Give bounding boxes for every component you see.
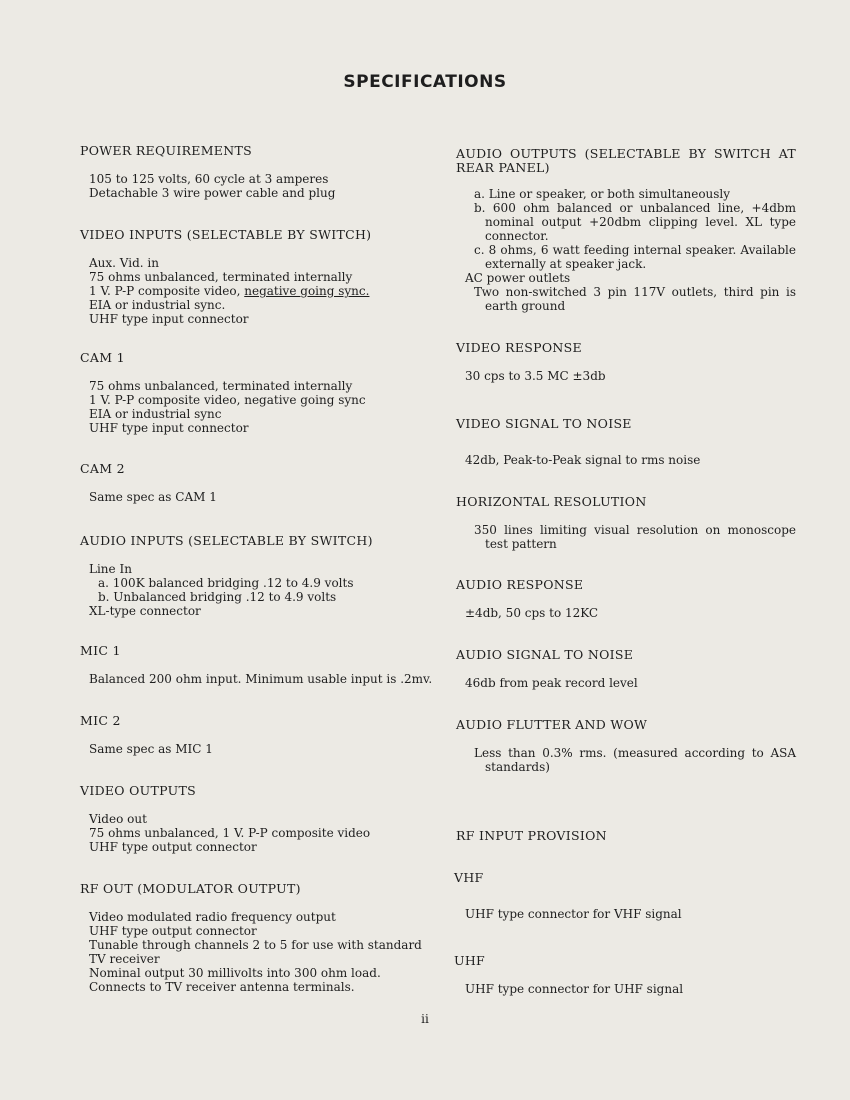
spec-line: 1 V. P-P composite video, negative going sync bbox=[89, 393, 366, 407]
spec-line: UHF type output connector bbox=[89, 840, 257, 854]
spec-line: a. 100K balanced bridging .12 to 4.9 volts bbox=[98, 576, 354, 590]
spec-line: c. 8 ohms, 6 watt feeding internal speaker. Available externally at speaker jack. bbox=[474, 243, 796, 271]
spec-line: b. 600 ohm balanced or unbalanced line, +4dbm nominal output +20dbm clipping level. XL type connector. bbox=[474, 201, 796, 243]
spec-line: UHF type output connector bbox=[89, 924, 257, 938]
section-cam-2 bbox=[80, 462, 425, 504]
spec-line: EIA or industrial sync. bbox=[89, 298, 226, 312]
spec-line: 46db from peak record level bbox=[465, 676, 638, 690]
spec-line: EIA or industrial sync bbox=[89, 407, 222, 421]
section-audio-flutter-and-wow bbox=[456, 718, 796, 774]
spec-line: UHF type input connector bbox=[89, 312, 249, 326]
spec-line: 75 ohms unbalanced, terminated internally bbox=[89, 379, 353, 393]
spec-line: Less than 0.3% rms. (measured according to ASA standards) bbox=[474, 746, 796, 774]
section-heading: POWER REQUIREMENTS bbox=[80, 143, 252, 158]
spec-line: Same spec as MIC 1 bbox=[89, 742, 213, 756]
section-heading: MIC 1 bbox=[80, 643, 121, 658]
spec-line: UHF type connector for VHF signal bbox=[465, 907, 682, 921]
section-heading: VIDEO OUTPUTS bbox=[80, 783, 196, 798]
section-power-requirements bbox=[80, 144, 425, 200]
section-video-outputs bbox=[80, 784, 425, 854]
spec-line: 30 cps to 3.5 MC ±3db bbox=[465, 369, 606, 383]
spec-line: 105 to 125 volts, 60 cycle at 3 amperes bbox=[89, 172, 329, 186]
spec-line: Same spec as CAM 1 bbox=[89, 490, 217, 504]
spec-line: ±4db, 50 cps to 12KC bbox=[465, 606, 599, 620]
section-horizontal-resolution bbox=[456, 495, 796, 551]
spec-line: a. Line or speaker, or both simultaneously bbox=[474, 187, 731, 201]
spec-line: Balanced 200 ohm input. Minimum usable input is .2mv. bbox=[89, 672, 433, 686]
section-mic-1 bbox=[80, 643, 433, 686]
spec-line: 75 ohms unbalanced, 1 V. P-P composite video bbox=[89, 826, 371, 840]
section-heading: UHF bbox=[454, 953, 486, 968]
spec-line: AC power outlets bbox=[465, 271, 571, 285]
spec-line: Nominal output 30 millivolts into 300 ohm load. bbox=[89, 966, 381, 980]
spec-line: 350 lines limiting visual resolution on monoscope test pattern bbox=[474, 523, 796, 551]
section-heading: CAM 2 bbox=[80, 461, 125, 476]
section-rf-out bbox=[80, 882, 425, 994]
spec-line: Tunable through channels 2 to 5 for use with standard bbox=[89, 938, 422, 952]
spec-line: Two non-switched 3 pin 117V outlets, third pin is earth ground bbox=[474, 285, 796, 313]
section-heading-cont: REAR PANEL) bbox=[456, 160, 550, 175]
section-heading: AUDIO FLUTTER AND WOW bbox=[456, 717, 648, 732]
section-heading: VIDEO SIGNAL TO NOISE bbox=[456, 416, 632, 431]
section-heading: AUDIO OUTPUTS (SELECTABLE BY SWITCH AT bbox=[456, 146, 796, 161]
section-video-signal-to-noise bbox=[456, 417, 796, 467]
spec-line: 42db, Peak-to-Peak signal to rms noise bbox=[465, 453, 701, 467]
section-video-response bbox=[456, 341, 796, 383]
spec-line: XL-type connector bbox=[89, 604, 201, 618]
section-heading: AUDIO INPUTS (SELECTABLE BY SWITCH) bbox=[80, 533, 373, 548]
spec-line: UHF type connector for UHF signal bbox=[465, 982, 684, 996]
section-vhf bbox=[456, 871, 796, 921]
section-uhf bbox=[456, 954, 796, 996]
section-heading: HORIZONTAL RESOLUTION bbox=[456, 494, 647, 509]
section-mic-2 bbox=[80, 714, 425, 756]
spec-line: TV receiver bbox=[89, 952, 160, 966]
section-audio-outputs bbox=[456, 147, 796, 313]
spec-line: b. Unbalanced bridging .12 to 4.9 volts bbox=[98, 590, 337, 604]
section-rf-input-provision bbox=[456, 829, 796, 843]
page-number: ii bbox=[421, 1012, 429, 1026]
section-heading: RF OUT (MODULATOR OUTPUT) bbox=[80, 881, 301, 896]
section-heading: AUDIO SIGNAL TO NOISE bbox=[456, 647, 634, 662]
section-heading: VIDEO INPUTS (SELECTABLE BY SWITCH) bbox=[80, 227, 372, 242]
spec-line: Video out bbox=[89, 812, 147, 826]
spec-line: Connects to TV receiver antenna terminals. bbox=[89, 980, 355, 994]
spec-line: Aux. Vid. in bbox=[89, 256, 159, 270]
section-heading: MIC 2 bbox=[80, 713, 121, 728]
section-audio-inputs bbox=[80, 534, 425, 618]
spec-line: Detachable 3 wire power cable and plug bbox=[89, 186, 336, 200]
page-title: SPECIFICATIONS bbox=[343, 72, 507, 92]
section-heading: CAM 1 bbox=[80, 350, 125, 365]
section-heading: VHF bbox=[454, 870, 484, 885]
spec-line: Video modulated radio frequency output bbox=[89, 910, 336, 924]
section-heading: VIDEO RESPONSE bbox=[456, 340, 582, 355]
spec-text: 1 V. P-P composite video, bbox=[89, 284, 245, 298]
section-audio-signal-to-noise bbox=[456, 648, 796, 690]
spec-line: 75 ohms unbalanced, terminated internally bbox=[89, 270, 353, 284]
section-heading: AUDIO RESPONSE bbox=[456, 577, 584, 592]
spec-line bbox=[89, 284, 425, 298]
underlined-text: negative going sync. bbox=[244, 284, 370, 298]
spec-line: Line In bbox=[89, 562, 132, 576]
section-heading: RF INPUT PROVISION bbox=[456, 828, 607, 843]
spec-line: UHF type input connector bbox=[89, 421, 249, 435]
section-cam-1 bbox=[80, 351, 425, 435]
section-video-inputs bbox=[80, 228, 425, 326]
section-audio-response bbox=[456, 578, 796, 620]
